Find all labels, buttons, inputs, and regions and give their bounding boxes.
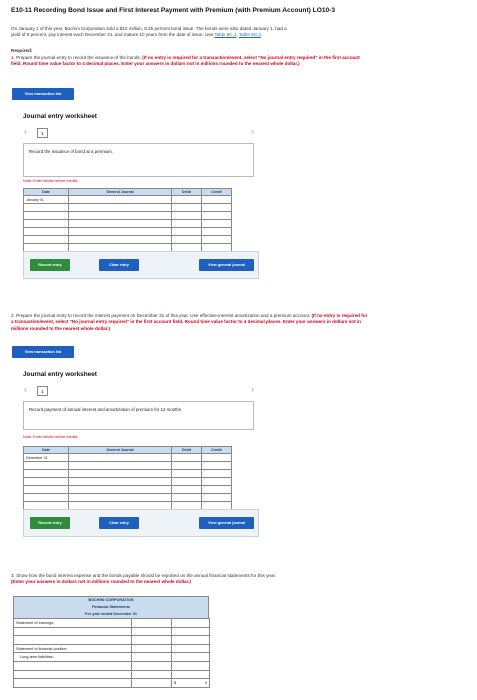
debit-cell[interactable]: [172, 220, 202, 228]
account-cell[interactable]: [69, 212, 172, 220]
account-cell[interactable]: [69, 220, 172, 228]
problem-intro: [11, 26, 466, 39]
worksheet-1-description: Record the issuance of bond at a premium.: [23, 143, 254, 177]
part-3-instructions: (Enter your answers in dollars not in millions rounded to the nearest whole dollar.): [11, 579, 191, 585]
dollar-sign: $: [174, 680, 177, 685]
table-row: [14, 619, 210, 628]
value-cell[interactable]: [132, 653, 172, 662]
total-value: 0: [204, 680, 207, 685]
table-9c2-link[interactable]: Table 9C.2: [238, 32, 261, 38]
row-label: Statement of financial position: [14, 644, 132, 653]
debit-cell[interactable]: [172, 462, 202, 470]
intro-line-1: On January 1 of this year, Bochini Corporation sold a $10 million, 8.25 percent bond issue. The bonds were also dated January 1, had a: [11, 26, 287, 31]
date-cell[interactable]: [24, 212, 69, 220]
row-label: Statement of earnings:: [14, 619, 132, 628]
account-cell[interactable]: [69, 494, 172, 502]
required-heading: Required:: [11, 48, 33, 53]
date-cell[interactable]: [24, 470, 69, 478]
debit-cell[interactable]: [172, 470, 202, 478]
value-cell[interactable]: [132, 619, 172, 628]
debit-cell[interactable]: [172, 196, 202, 204]
table-row: [24, 486, 232, 494]
part-2-instructions: (If no entry is required for a transaction/event, select "No journal entry required" in the first account field. Round time value factor to 4 decimal places. Enter your answers in dollars not in millions rounded to the nearest whole dollar.): [11, 313, 368, 331]
col-general-journal: General Journal: [69, 189, 172, 196]
account-cell[interactable]: [69, 236, 172, 244]
account-cell[interactable]: [69, 470, 172, 478]
value-cell[interactable]: [172, 636, 210, 645]
statement-period: For year ended December 31: [14, 611, 208, 618]
financial-statements-table: [13, 618, 210, 688]
credit-cell[interactable]: [202, 212, 232, 220]
view-general-journal-button-1[interactable]: View general journal: [199, 259, 254, 271]
journal-table-1: [23, 188, 232, 252]
credit-cell[interactable]: [202, 470, 232, 478]
date-cell[interactable]: [24, 494, 69, 502]
required-part-2: [11, 313, 371, 332]
table-row: [24, 204, 232, 212]
debit-cell[interactable]: [172, 478, 202, 486]
record-entry-button-1[interactable]: Record entry: [30, 259, 70, 271]
label-cell[interactable]: [14, 627, 132, 636]
label-cell[interactable]: [14, 670, 132, 679]
account-cell[interactable]: [69, 204, 172, 212]
table-row: [24, 236, 232, 244]
value-cell[interactable]: [132, 636, 172, 645]
table-row: [14, 644, 210, 653]
value-cell[interactable]: [132, 644, 172, 653]
date-cell[interactable]: [24, 228, 69, 236]
account-cell[interactable]: [69, 454, 172, 462]
value-cell[interactable]: [132, 670, 172, 679]
value-cell[interactable]: [172, 644, 210, 653]
part-3-text: 3. Show how the bond interest expense and the bonds payable should be reported on the annual financial statements for this year.: [11, 573, 277, 578]
date-cell[interactable]: [24, 462, 69, 470]
credit-cell[interactable]: [202, 454, 232, 462]
required-part-3: [11, 573, 466, 586]
debit-cell[interactable]: [172, 204, 202, 212]
date-cell[interactable]: December 31: [24, 454, 69, 462]
value-cell[interactable]: [172, 670, 210, 679]
row-label: Long-term liabilities:: [14, 653, 132, 662]
worksheet-1-title: Journal entry worksheet: [23, 113, 97, 120]
credit-cell[interactable]: [202, 494, 232, 502]
col-debit: Debit: [172, 447, 202, 454]
label-cell[interactable]: [14, 661, 132, 670]
debit-cell[interactable]: [172, 486, 202, 494]
account-cell[interactable]: [69, 462, 172, 470]
col-date: Date: [24, 447, 69, 454]
value-cell[interactable]: [172, 619, 210, 628]
clear-entry-button-2[interactable]: Clear entry: [99, 517, 139, 529]
debit-cell[interactable]: [172, 494, 202, 502]
table-row: [24, 220, 232, 228]
col-credit: Credit: [202, 447, 232, 454]
view-transaction-list-button-1[interactable]: View transaction list: [12, 88, 74, 100]
credit-cell[interactable]: [202, 228, 232, 236]
part-2-text: 2. Prepare the journal entry to record the interest payment on December 31 of this year. Use effective-interest amortization and a premium account.: [11, 313, 311, 318]
part-1-instructions: (If no entry is required for a transaction/event, select "No journal entry required" in the first account field. Round time value factor to 4 decimal places. Enter your answers in dollars not in millions rounded to the nearest whole dollar.): [11, 55, 360, 67]
date-cell[interactable]: January 01: [24, 196, 69, 204]
value-cell[interactable]: [132, 627, 172, 636]
clear-entry-button-1[interactable]: Clear entry: [99, 259, 139, 271]
credit-cell[interactable]: [202, 462, 232, 470]
view-transaction-list-button-2[interactable]: View transaction list: [12, 346, 74, 358]
worksheet-2-title: Journal entry worksheet: [23, 371, 97, 378]
debit-cell[interactable]: [172, 236, 202, 244]
date-cell[interactable]: [24, 204, 69, 212]
journal-table-2: [23, 446, 232, 510]
date-cell[interactable]: [24, 486, 69, 494]
credit-cell[interactable]: [202, 478, 232, 486]
credit-cell[interactable]: [202, 220, 232, 228]
journal-table-1-header: [24, 189, 232, 196]
table-9c1-link[interactable]: Table 9C.1: [214, 32, 237, 38]
col-general-journal: General Journal: [69, 447, 172, 454]
link-separator: ,: [236, 32, 239, 38]
account-cell[interactable]: [69, 486, 172, 494]
account-cell[interactable]: [69, 478, 172, 486]
table-row: [24, 228, 232, 236]
table-row: [14, 636, 210, 645]
table-row: [24, 478, 232, 486]
value-cell[interactable]: [132, 679, 172, 688]
label-cell[interactable]: [14, 679, 132, 688]
table-row: [14, 670, 210, 679]
worksheet-2-description: Record payment of annual interest and amortization of premium for 12 months: [23, 401, 254, 430]
credit-cell[interactable]: [202, 204, 232, 212]
table-row: [24, 454, 232, 462]
debit-cell[interactable]: [172, 212, 202, 220]
value-cell[interactable]: [172, 661, 210, 670]
table-row: [14, 627, 210, 636]
worksheet-2-page-number[interactable]: 1: [37, 386, 48, 396]
debit-cell[interactable]: [172, 228, 202, 236]
total-cell[interactable]: [172, 679, 210, 688]
page-title: E10-11 Recording Bond Issue and First Interest Payment with Premium (with Premium Account) LO10-3: [11, 7, 336, 14]
required-part-1: [11, 55, 371, 68]
table-row: [24, 462, 232, 470]
col-date: Date: [24, 189, 69, 196]
worksheet-1-note: Note: Enter debits before credits.: [23, 179, 79, 183]
date-cell[interactable]: [24, 478, 69, 486]
chevron-left-icon[interactable]: ‹: [24, 384, 27, 394]
value-cell[interactable]: [132, 661, 172, 670]
col-debit: Debit: [172, 189, 202, 196]
value-cell[interactable]: [172, 627, 210, 636]
credit-cell[interactable]: [202, 196, 232, 204]
intro-end: .: [260, 32, 263, 38]
chevron-right-icon[interactable]: ›: [251, 126, 254, 136]
worksheet-2-note: Note: Enter debits before credits.: [23, 435, 79, 439]
col-credit: Credit: [202, 189, 232, 196]
part-1-text: 1. Prepare the journal entry to record the issuance of the bonds.: [11, 55, 141, 60]
intro-line-2: [11, 32, 466, 38]
credit-cell[interactable]: [202, 236, 232, 244]
chevron-left-icon[interactable]: ‹: [24, 126, 27, 136]
table-row: [14, 679, 210, 688]
financial-statements-header: [13, 596, 209, 619]
credit-cell[interactable]: [202, 486, 232, 494]
worksheet-1-page-number[interactable]: 1: [37, 128, 48, 138]
journal-table-2-header: [24, 447, 232, 454]
date-cell[interactable]: [24, 220, 69, 228]
date-cell[interactable]: [24, 236, 69, 244]
account-cell[interactable]: [69, 228, 172, 236]
chevron-right-icon[interactable]: ›: [251, 384, 254, 394]
table-row: [24, 494, 232, 502]
view-general-journal-button-2[interactable]: View general journal: [199, 517, 254, 529]
table-row: [14, 661, 210, 670]
table-row: [14, 653, 210, 662]
company-name: BOCHINI CORPORATION: [14, 597, 208, 604]
label-cell[interactable]: [14, 636, 132, 645]
value-cell[interactable]: [172, 653, 210, 662]
statement-name: Financial Statements: [14, 604, 208, 611]
intro-line-2-text: yield of 8 percent, pay interest each December 31, and mature 10 years from the date of issue. Use: [11, 32, 214, 38]
table-row: [24, 212, 232, 220]
record-entry-button-2[interactable]: Record entry: [30, 517, 70, 529]
table-row: [24, 196, 232, 204]
table-row: [24, 470, 232, 478]
debit-cell[interactable]: [172, 454, 202, 462]
account-cell[interactable]: [69, 196, 172, 204]
